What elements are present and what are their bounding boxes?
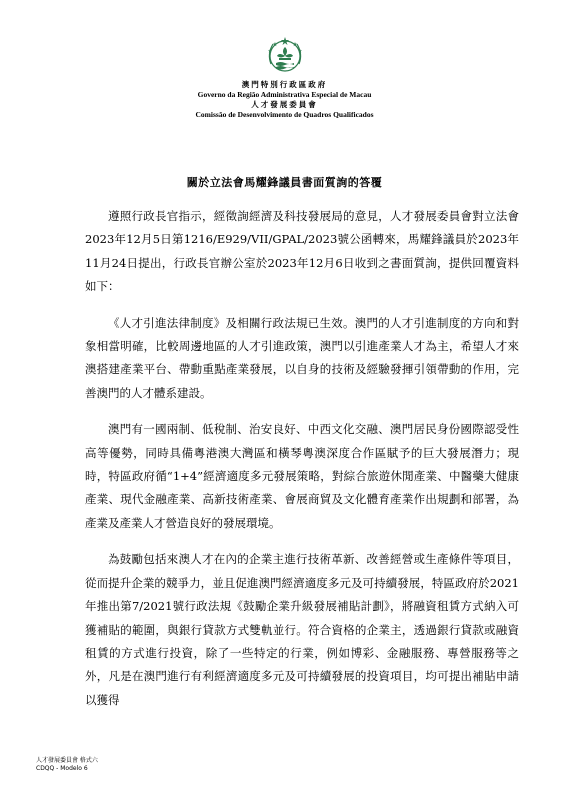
body-paragraph: 澳門有一國兩制、低稅制、治安良好、中西文化交融、澳門居民身份國際認受性高等優勢，同時具備粵港澳大灣區和橫琴粵澳深度合作區賦予的巨大發展潛力；現時，特區政府循“1+4”經濟適度多元發展策略，對綜合旅遊休閒產業、中醫藥大健康產業、現代金融產業、高新技術產業、會展商貿及文化體育產業作出規劃和部署，為產業及產業人才營造良好的發展環境。 xyxy=(85,422,519,530)
government-name-pt: Governo da Região Administrativa Especial de Macau xyxy=(197,90,372,99)
form-footer xyxy=(36,757,98,773)
body-paragraph: 為鼓勵包括來澳人才在內的企業主進行技術革新、改善經營或生產條件等項目，從而提升企業的競爭力，並且促進澳門經濟適度多元及可持續發展，特區政府於2021年推出第7/2021號行政法規《鼓勵企業升級發展補貼計劃》，將融資租賃方式納入可獲補貼的範圍，與銀行貸款方式雙軌並行。符合資格的企業主，透過銀行貸款或融資租賃的方式進行投資，除了一些特定的行業，例如博彩、金融服務、專營服務等之外，凡是在澳門進行有利經濟適度多元及可持續發展的投資項目，均可提出補貼申請以獲得 xyxy=(85,552,519,707)
body-paragraph: 《人才引進法律制度》及相關行政法規已生效。澳門的人才引進制度的方向和對象相當明確，比較周邊地區的人才引進政策，澳門以引進產業人才為主，希望人才來澳搭建產業平台、帶動重點產業發展，以自身的技術及經驗發揮引領帶動的作用，完善澳門的人才體系建設。 xyxy=(85,315,519,400)
document-title: 關於立法會馬耀鋒議員書面質詢的答覆 xyxy=(186,176,383,189)
form-code: CDQQ - Modelo 6 xyxy=(36,765,88,772)
body-paragraph: 遵照行政長官指示，經徵詢經濟及科技發展局的意見，人才發展委員會對立法會2023年12月5日第1216/E929/VII/GPAL/2023號公函轉來，馬耀鋒議員於2023年11月24日提出，行政長官辦公室於2023年12月6日收到之書面質詢，提供回覆資料如下： xyxy=(85,209,519,294)
macau-emblem-icon xyxy=(265,34,305,78)
document-body xyxy=(85,205,519,725)
form-label-zh: 人才發展委員會 格式六 xyxy=(36,757,98,764)
department-name-pt: Comissão de Desenvolvimento de Quadros Qualificados xyxy=(195,110,374,119)
government-name-zh: 澳門特別行政區政府 xyxy=(241,80,328,89)
document-header xyxy=(0,80,569,120)
department-name-zh: 人才發展委員會 xyxy=(251,100,318,109)
